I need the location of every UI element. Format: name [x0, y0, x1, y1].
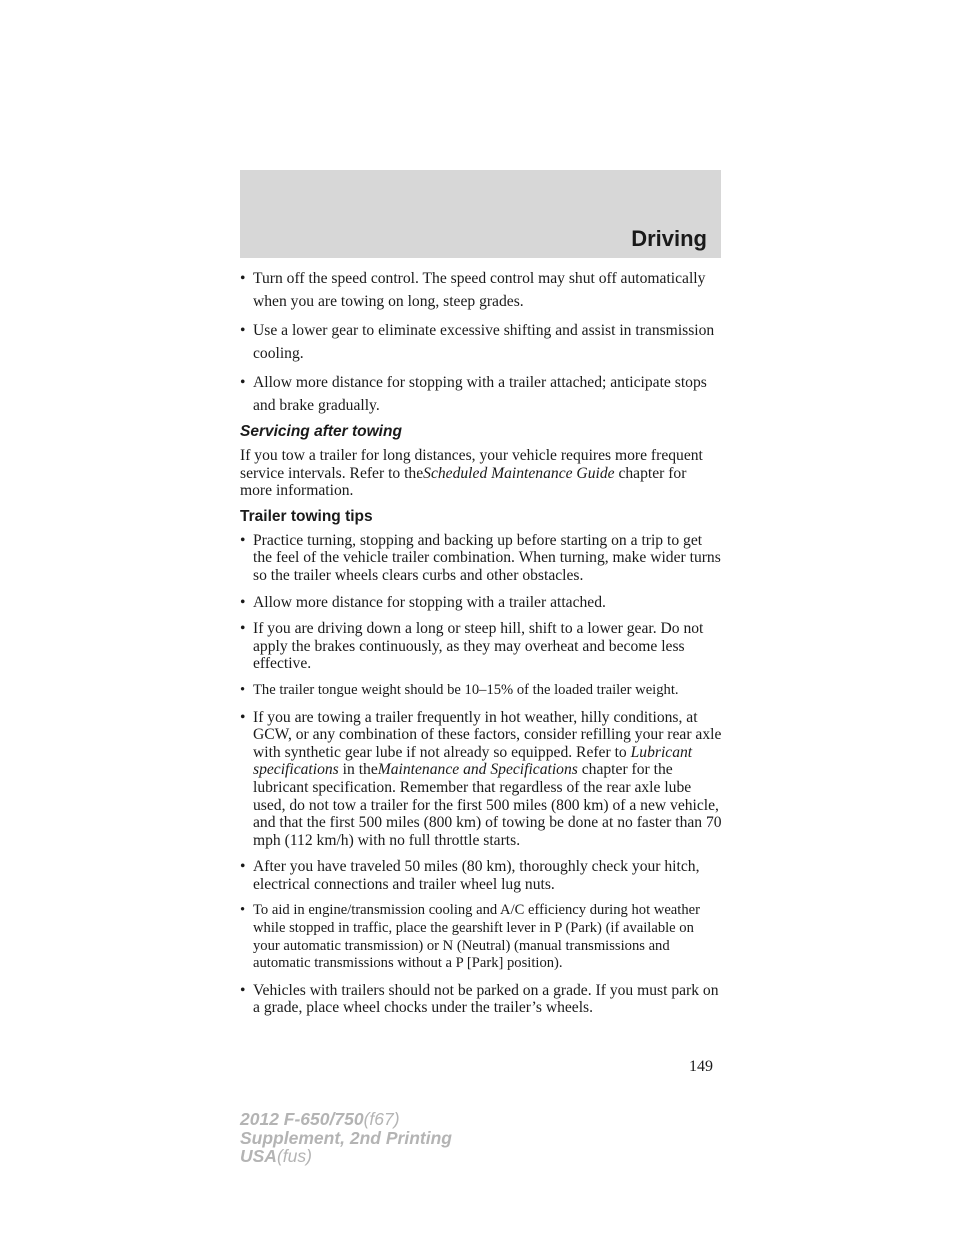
- page-number: 149: [689, 1058, 713, 1075]
- servicing-heading: Servicing after towing: [240, 423, 402, 440]
- maintenance-spec-ref: Maintenance and Specifications: [377, 761, 578, 779]
- page-content: [240, 267, 722, 1026]
- list-item: • If you are driving down a long or steep hill, shift to a lower gear. Do not apply the brakes continuously, as they may overheat and become less effective.: [240, 620, 722, 673]
- list-item: • Use a lower gear to eliminate excessive shifting and assist in transmission cooling.: [240, 319, 722, 365]
- footer-model: 2012 F-650/750: [240, 1109, 364, 1129]
- servicing-text: If you tow a trailer for long distances, your vehicle requires more frequent service intervals. Refer to the: [240, 447, 703, 482]
- tips-bullet-list: [240, 532, 722, 1017]
- list-item: • To aid in engine/transmission cooling and A/C efficiency during hot weather while stopped in traffic, place the gearshift lever in P (Park) (if available on your automatic transmission) or N (Neutral) (manual transmissions and automatic transmissions without a P [Park] position).: [240, 902, 722, 972]
- lubricant-spec-ref: Lubricant specifications: [253, 743, 693, 779]
- tips-heading: Trailer towing tips: [240, 507, 373, 525]
- tip-text: in the: [342, 761, 378, 779]
- list-item: • Allow more distance for stopping with a trailer attached.: [240, 594, 722, 612]
- footer-code: (f67): [363, 1109, 400, 1129]
- print-footer: [240, 1110, 452, 1166]
- list-item: • After you have traveled 50 miles (80 km), thoroughly check your hitch, electrical connections and trailer wheel lug nuts.: [240, 858, 722, 893]
- scheduled-maintenance-ref: Scheduled Maintenance Guide: [423, 464, 615, 482]
- list-item: • Turn off the speed control. The speed control may shut off automatically when you are towing on long, steep grades.: [240, 267, 722, 313]
- tip-text: If you are towing a trailer frequently in hot weather, hilly conditions, at GCW, or any combination of these factors, consider refilling your rear axle with synthetic gear lube if not already so equipped. Refer to: [253, 708, 722, 761]
- section-header-band: [240, 170, 721, 258]
- list-item: • The trailer tongue weight should be 10–15% of the loaded trailer weight.: [240, 682, 722, 700]
- section-title: Driving: [631, 226, 707, 251]
- footer-market-code: (fus): [276, 1146, 312, 1166]
- servicing-paragraph: [240, 447, 722, 500]
- list-item: • Vehicles with trailers should not be parked on a grade. If you must park on a grade, place wheel chocks under the trailer’s wheels.: [240, 982, 722, 1017]
- list-item: • Practice turning, stopping and backing up before starting on a trip to get the feel of the vehicle trailer combination. When turning, make wider turns so the trailer wheels clears curbs and other obstacles.: [240, 532, 722, 585]
- list-item: • Allow more distance for stopping with a trailer attached; anticipate stops and brake gradually.: [240, 371, 722, 417]
- list-item: [240, 709, 722, 850]
- footer-edition: Supplement, 2nd Printing: [240, 1127, 452, 1148]
- servicing-text-end: chapter for more information.: [240, 464, 687, 500]
- intro-bullet-list: [240, 267, 722, 417]
- footer-market: USA: [240, 1146, 277, 1166]
- tip-text: chapter for the lubricant specification. Remember that regardless of the rear axle lube used, do not tow a trailer for the first 500 miles (800 km) of a new vehicle, and that the first 500 miles (800 km) of towing be done at no faster than 70 mph (112 km/h) with no full throttle starts.: [253, 761, 722, 849]
